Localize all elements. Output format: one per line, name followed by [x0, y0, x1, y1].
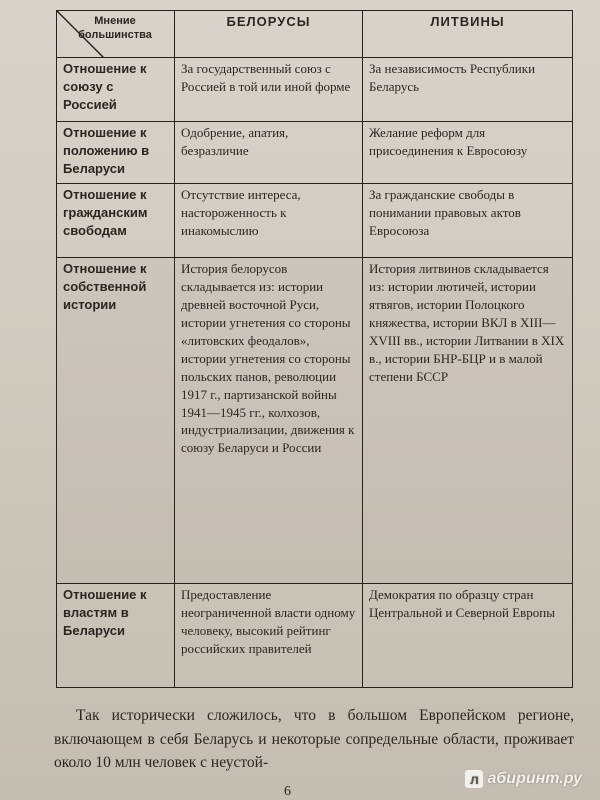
logo-icon: л [465, 770, 483, 788]
row-label: Отношение к положению в Беларуси [57, 122, 175, 184]
watermark-logo [465, 770, 582, 788]
table-row [57, 122, 573, 184]
column-header-belarusians: БЕЛОРУСЫ [175, 11, 363, 58]
comparison-table [56, 10, 573, 688]
cell-belarusians: История белорусов складывается из: истории древней восточной Руси, истории угнетения со стороны «литовских феодалов», истории угнетения со стороны польских панов, революции 1917 г., партизанской войны 1941—1945 гг., колхозов, индустриализации, движения к союзу Беларуси и России [175, 258, 363, 584]
page-number: 6 [284, 784, 291, 799]
row-label: Отношение к гражданским свободам [57, 184, 175, 258]
cell-belarusians: За государственный союз с Россией в той или иной форме [175, 58, 363, 122]
column-header-litvins: ЛИТВИНЫ [363, 11, 573, 58]
cell-belarusians: Отсутствие интереса, настороженность к инакомыслию [175, 184, 363, 258]
table-row [57, 584, 573, 688]
cell-belarusians: Одобрение, апатия, безразличие [175, 122, 363, 184]
logo-text: абиринт.ру [487, 770, 582, 787]
cell-litvins: Желание реформ для присоединения к Евросоюзу [363, 122, 573, 184]
body-paragraph: Так исторически сложилось, что в большом Европейском регионе, включающем в себя Беларусь и некоторые сопредельные области, проживает около 10 млн человек с неустой- [54, 707, 574, 772]
row-label: Отношение к союзу с Россией [57, 58, 175, 122]
corner-label: Мнение большинства [78, 15, 152, 41]
table-corner-cell [57, 11, 175, 58]
table-header-row [57, 11, 573, 58]
table-row [57, 184, 573, 258]
table-row [57, 58, 573, 122]
row-label: Отношение к властям в Беларуси [57, 584, 175, 688]
table-row [57, 258, 573, 584]
cell-litvins: За независимость Республики Беларусь [363, 58, 573, 122]
cell-litvins: История литвинов складывается из: истории лютичей, истории ятвягов, истории Полоцкого княжества, истории ВКЛ в XIII—XVIII вв., истории Литвании в XIX в., истории БНР-БЦР и в малой степени БССР [363, 258, 573, 584]
cell-belarusians: Предоставление неограниченной власти одному человеку, высокий рейтинг российских правителей [175, 584, 363, 688]
row-label: Отношение к собственной истории [57, 258, 175, 584]
cell-litvins: Демократия по образцу стран Центральной и Северной Европы [363, 584, 573, 688]
cell-litvins: За гражданские свободы в понимании правовых актов Евросоюза [363, 184, 573, 258]
